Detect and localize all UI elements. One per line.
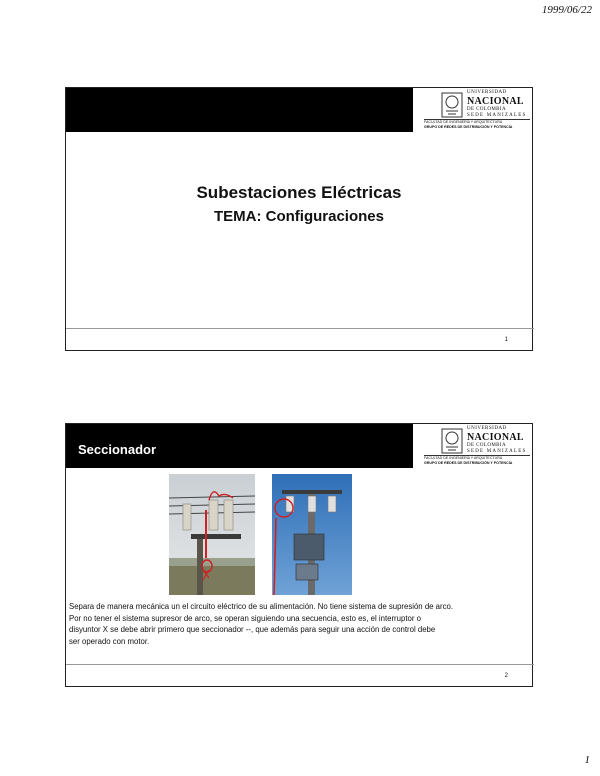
slide-header-bar [66, 424, 413, 468]
body-line: Separa de manera mecánica un el circuito eléctrico de su alimentación. No tiene sistema de supresión de arco. [69, 602, 453, 611]
logo-faculty-text: FACULTAD DE INGENIERÍA Y ARQUITECTURA [424, 456, 503, 460]
logo-nacional-text: NACIONAL [467, 432, 524, 443]
logo-colombia-text: DE COLOMBIA [467, 107, 506, 112]
page-number: 1 [584, 754, 590, 766]
logo-sede-text: SEDE MANIZALES [467, 113, 527, 118]
disconnector-photo-1 [169, 474, 255, 595]
logo-colombia-text: DE COLOMBIA [467, 443, 506, 448]
university-seal-icon [440, 91, 464, 119]
page-date: 1999/06/22 [541, 4, 592, 16]
slide-number: 2 [504, 673, 508, 679]
slide-footer-divider [66, 664, 534, 665]
slide-number: 1 [504, 337, 508, 343]
body-line: disyuntor X se debe abrir primero que seccionador --, que además para seguir una acción de control debe [69, 625, 436, 634]
body-line: Por no tener el sistema supresor de arco, se operan siguiendo una secuencia, esto es, el interruptor o [69, 613, 421, 623]
logo-nacional-text: NACIONAL [467, 96, 524, 107]
slide-header-bar [66, 88, 413, 132]
logo-university-text: UNIVERSIDAD [467, 90, 507, 95]
slide-subtitle: TEMA: Configuraciones [213, 208, 384, 225]
slide-header-title: Seccionador [78, 442, 157, 457]
slide-footer-divider [66, 328, 534, 329]
disconnector-photo-2 [272, 474, 352, 595]
university-seal-icon [440, 427, 464, 455]
logo-faculty-text: FACULTAD DE INGENIERÍA Y ARQUITECTURA [424, 120, 503, 124]
logo-sede-text: SEDE MANIZALES [467, 449, 527, 454]
slide-title: Subestaciones Eléctricas [196, 183, 402, 202]
slide-2 [65, 423, 533, 687]
logo-university-text: UNIVERSIDAD [467, 426, 507, 431]
university-logo [416, 424, 534, 468]
slide-1 [65, 87, 533, 351]
body-line: ser operado con motor. [69, 636, 150, 646]
logo-group-text: GRUPO DE REDES DE DISTRIBUCIÓN Y POTENCIA [424, 125, 513, 129]
logo-group-text: GRUPO DE REDES DE DISTRIBUCIÓN Y POTENCIA [424, 461, 513, 465]
slide-body-text [69, 601, 524, 647]
university-logo [416, 88, 534, 132]
